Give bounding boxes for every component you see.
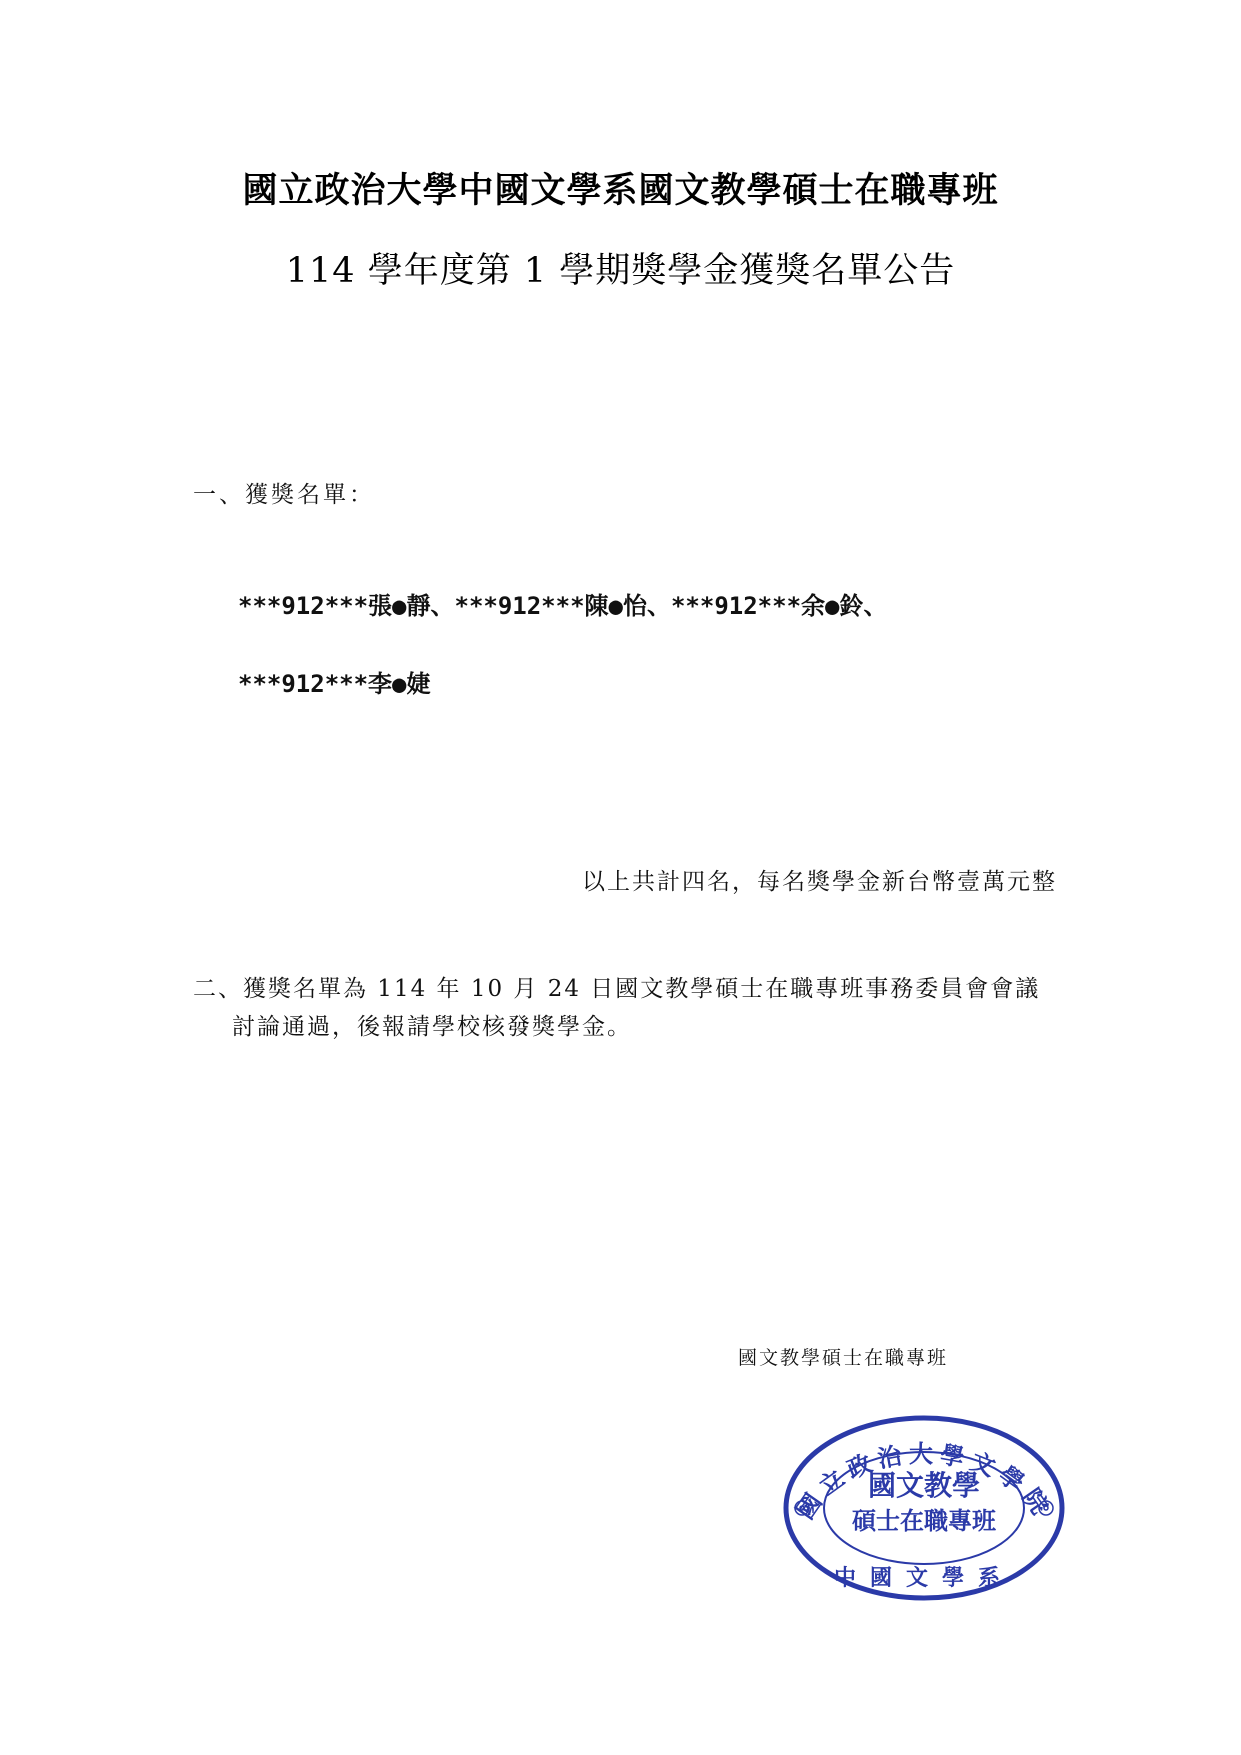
document-title-line2: 114 學年度第 1 學期獎學金獲獎名單公告 (285, 251, 956, 291)
svg-text:碩士在職專班: 碩士在職專班 (852, 1506, 996, 1535)
svg-text:國立政治大學文學院: 國立政治大學文學院 (790, 1439, 1058, 1525)
winner-names-line2: ***912***李●婕 (238, 670, 431, 698)
svg-text:中國文學系: 中國文學系 (833, 1565, 1015, 1591)
winner-names-line1: ***912***張●靜、***912***陳●怡、***912***余●鈴、 (238, 592, 888, 620)
section1-label: 一、獲獎名單： (193, 482, 375, 508)
section2-line2: 討論通過，後報請學校核發獎學金。 (232, 1014, 632, 1040)
issuer-signature: 國文教學碩士在職專班 (738, 1347, 949, 1369)
award-summary: 以上共計四名，每名獎學金新台幣壹萬元整 (582, 869, 1057, 895)
official-seal-stamp (780, 1413, 1068, 1603)
document-title-line1: 國立政治大學中國文學系國文教學碩士在職專班 (242, 170, 999, 211)
svg-text:國文教學: 國文教學 (867, 1469, 981, 1502)
section2-line1: 二、獲獎名單為 114 年 10 月 24 日國文教學碩士在職專班事務委員會會議 (193, 976, 1041, 1002)
section2-paragraph (193, 970, 1063, 1046)
